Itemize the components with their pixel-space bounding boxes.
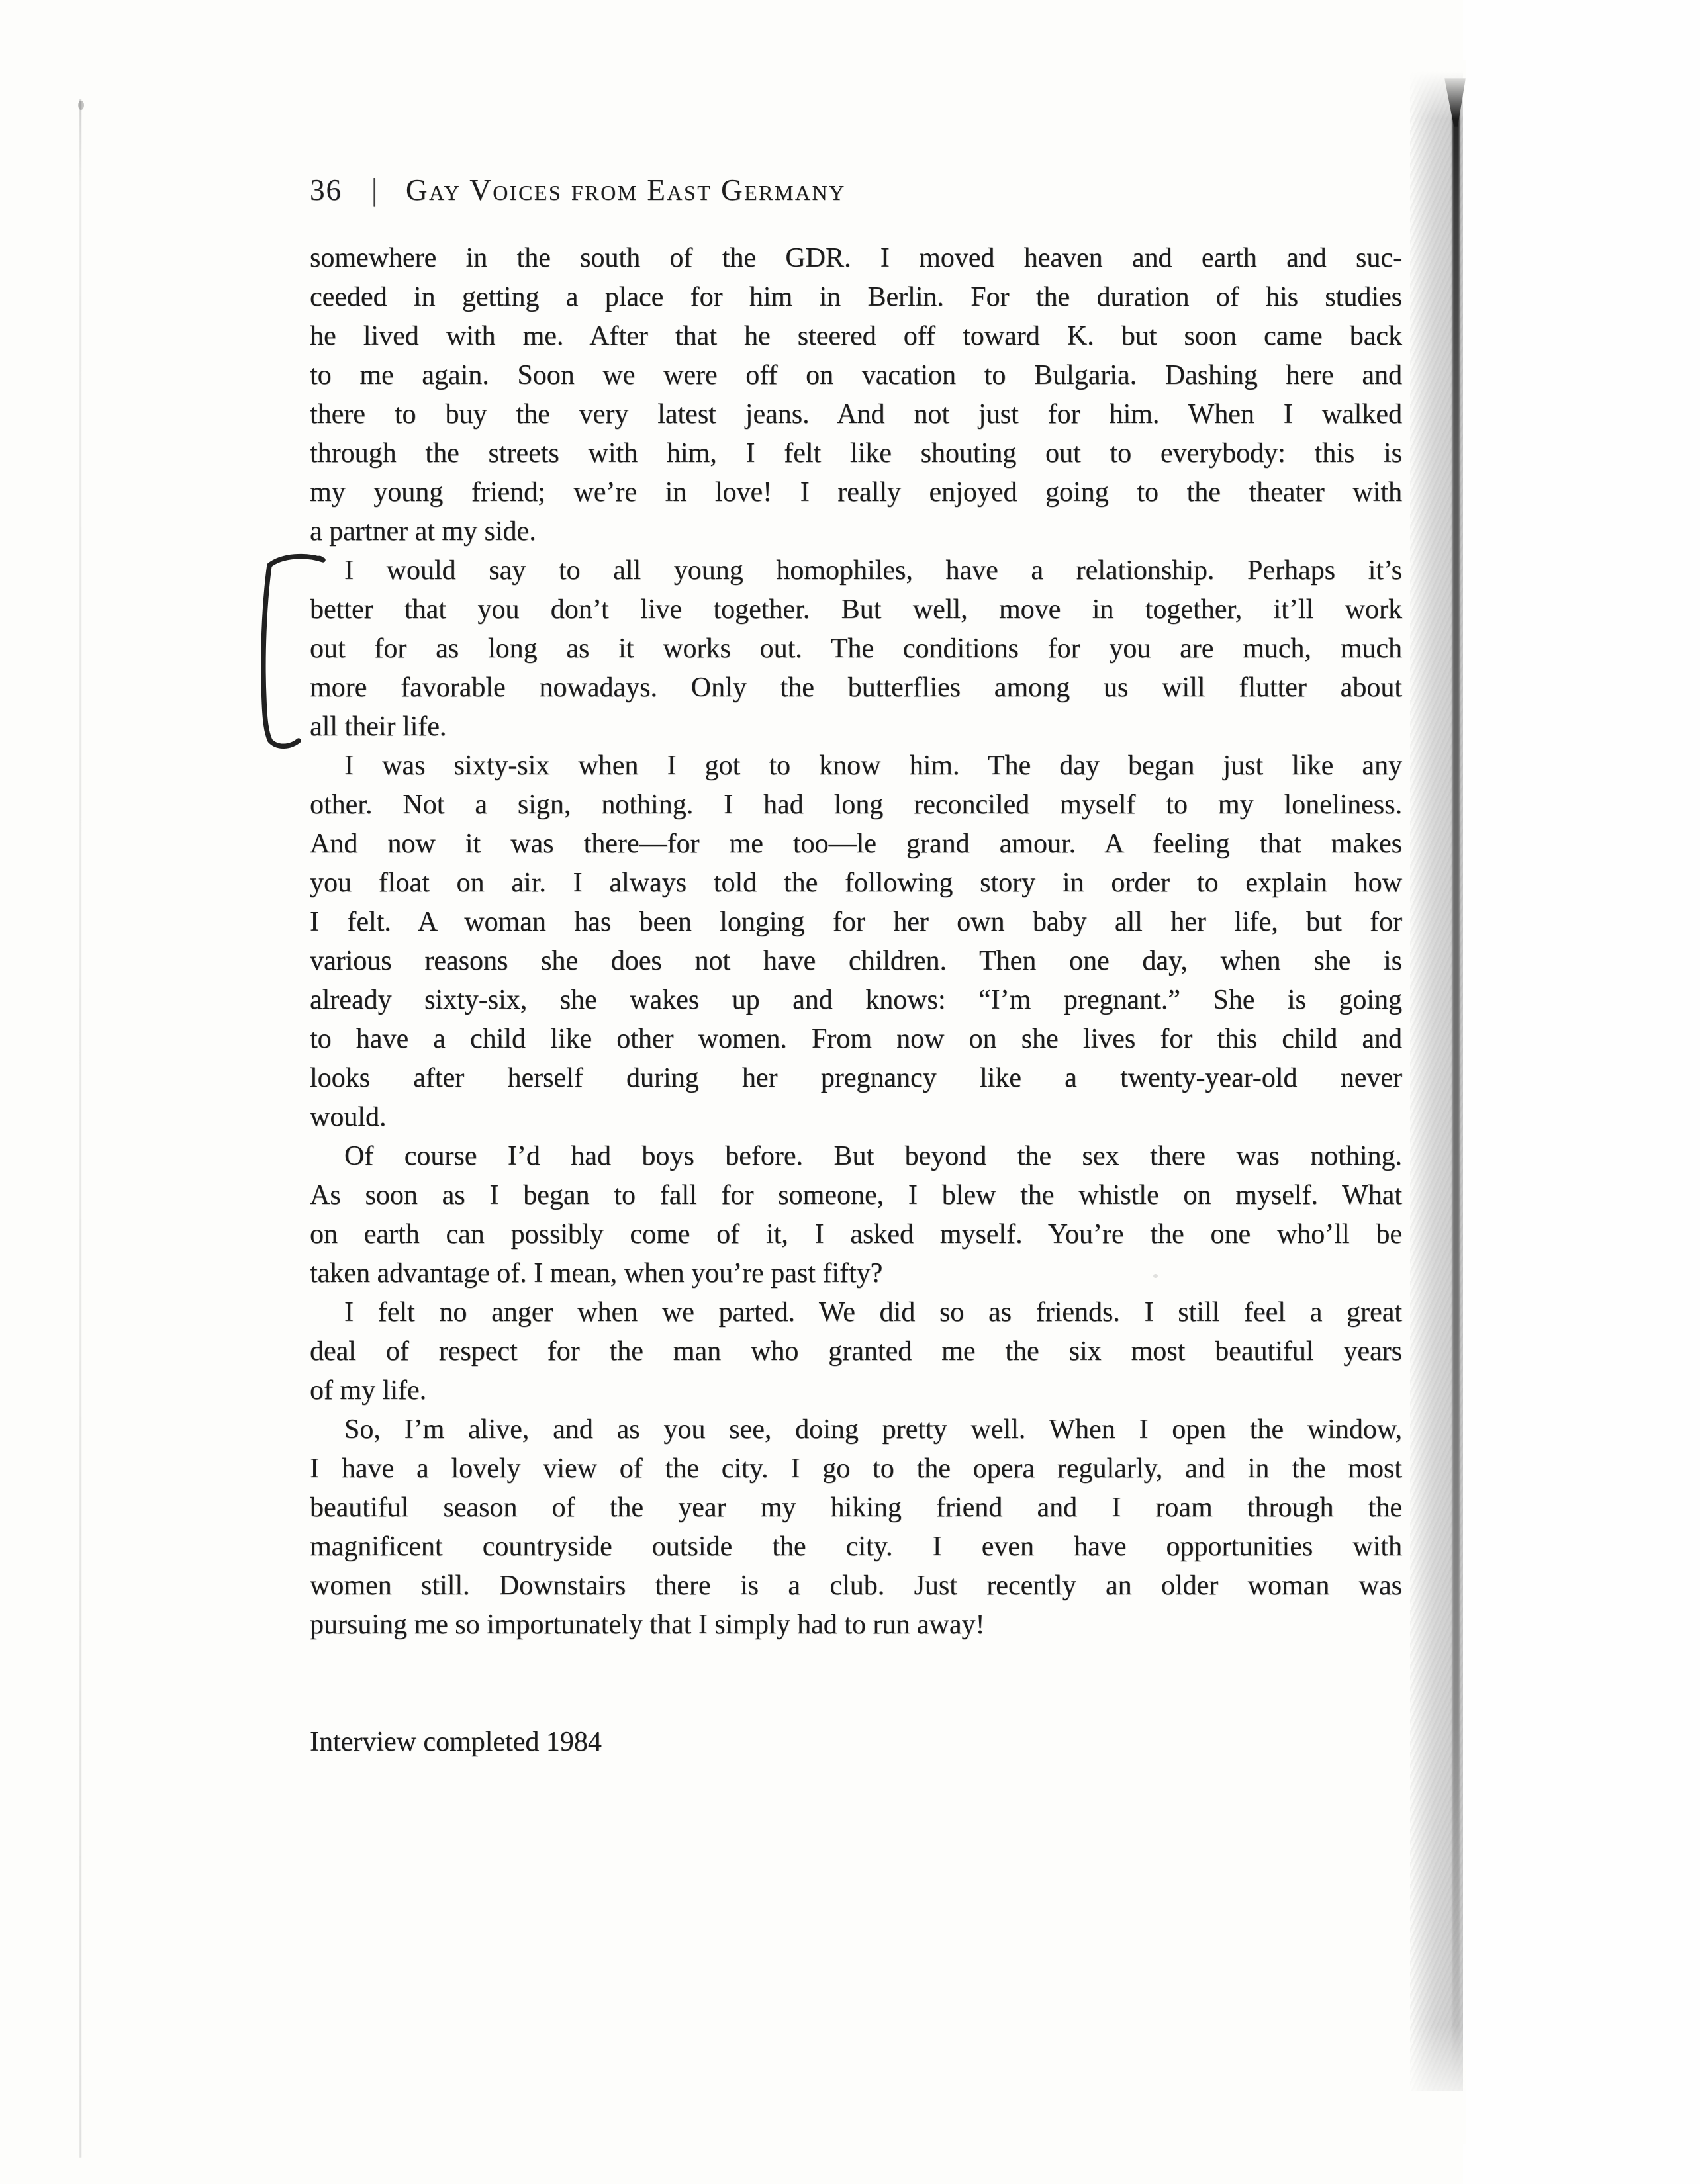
text-line: to me again. Soon we were off on vacation to Bulgaria. Dashing here and	[310, 360, 1402, 390]
text-line: out for as long as it works out. The conditions for you are much, much	[310, 633, 1402, 664]
text-line: my young friend; we’re in love! I really enjoyed going to the theater with	[310, 477, 1402, 508]
page-number: 36	[310, 173, 342, 206]
text-line: I felt. A woman has been longing for her own baby all her life, but for	[310, 907, 1402, 937]
text-line: already sixty-six, she wakes up and knows: “I’m pregnant.” She is going	[310, 985, 1402, 1015]
text-line: he lived with me. After that he steered off toward K. but soon came back	[310, 321, 1402, 351]
text-line: of my life.	[310, 1375, 427, 1406]
interview-completion-note: Interview completed 1984	[310, 1727, 602, 1757]
text-line: And now it was there—for me too—le grand amour. A feeling that makes	[310, 829, 1402, 859]
text-line: to have a child like other women. From now on she lives for this child and	[310, 1024, 1402, 1054]
text-line: various reasons she does not have children. Then one day, when she is	[310, 946, 1402, 976]
binding-shadow-top-fade	[1407, 60, 1466, 119]
text-line: all their life.	[310, 711, 447, 742]
text-line: other. Not a sign, nothing. I had long reconciled myself to my loneliness.	[310, 790, 1402, 820]
paragraph	[310, 1410, 1402, 1645]
binding-shadow-bottom-fade	[1407, 2025, 1466, 2144]
text-line: magnificent countryside outside the city. I even have opportunities with	[310, 1531, 1402, 1562]
binding-gutter-line	[1452, 89, 1460, 2081]
text-column	[310, 171, 1402, 1762]
text-line: there to buy the very latest jeans. And not just for him. When I walked	[310, 399, 1402, 430]
text-line: I was sixty-six when I got to know him. The day began just like any	[344, 751, 1402, 781]
header-divider: |	[371, 172, 379, 208]
text-line: more favorable nowadays. Only the butterflies among us will flutter about	[310, 672, 1402, 703]
text-line: somewhere in the south of the GDR. I moved heaven and earth and suc-	[310, 243, 1402, 273]
page-right-margin	[1463, 0, 1700, 2184]
text-line: women still. Downstairs there is a club. Just recently an older woman was	[310, 1570, 1402, 1601]
text-line: I felt no anger when we parted. We did so as friends. I still feel a great	[344, 1297, 1402, 1328]
text-line: I have a lovely view of the city. I go to the opera regularly, and in the most	[310, 1453, 1402, 1484]
paragraph	[310, 239, 1402, 551]
text-line: So, I’m alive, and as you see, doing pretty well. When I open the window,	[344, 1414, 1402, 1445]
text-line: looks after herself during her pregnancy like a twenty-year-old never	[310, 1063, 1402, 1093]
text-line: on earth can possibly come of it, I asked myself. You’re the one who’ll be	[310, 1219, 1402, 1250]
paragraph	[310, 551, 1402, 747]
text-line: taken advantage of. I mean, when you’re past fifty?	[310, 1258, 883, 1289]
text-line: I would say to all young homophiles, have a relationship. Perhaps it’s	[344, 555, 1402, 586]
text-line: better that you don’t live together. But well, move in together, it’ll work	[310, 594, 1402, 625]
paragraph	[310, 1137, 1402, 1293]
page-header	[310, 171, 1402, 209]
running-title: Gay Voices from East Germany	[406, 173, 846, 206]
text-line: As soon as I began to fall for someone, I blew the whistle on myself. What	[310, 1180, 1402, 1210]
text-line: deal of respect for the man who granted me the six most beautiful years	[310, 1336, 1402, 1367]
text-line: Of course I’d had boys before. But beyond the sex there was nothing.	[344, 1141, 1402, 1171]
text-line: beautiful season of the year my hiking friend and I roam through the	[310, 1492, 1402, 1523]
paragraph	[310, 747, 1402, 1137]
text-line: would.	[310, 1102, 387, 1132]
scan-artifact-line	[79, 99, 81, 2158]
text-line: through the streets with him, I felt like shouting out to everybody: this is	[310, 438, 1402, 469]
text-line: pursuing me so importunately that I simply had to run away!	[310, 1610, 985, 1640]
text-line: a partner at my side.	[310, 516, 536, 547]
text-line: you float on air. I always told the following story in order to explain how	[310, 868, 1402, 898]
text-line: ceeded in getting a place for him in Berlin. For the duration of his studies	[310, 282, 1402, 312]
body-text	[310, 239, 1402, 1645]
scan-speck	[78, 101, 84, 110]
paragraph	[310, 1293, 1402, 1410]
